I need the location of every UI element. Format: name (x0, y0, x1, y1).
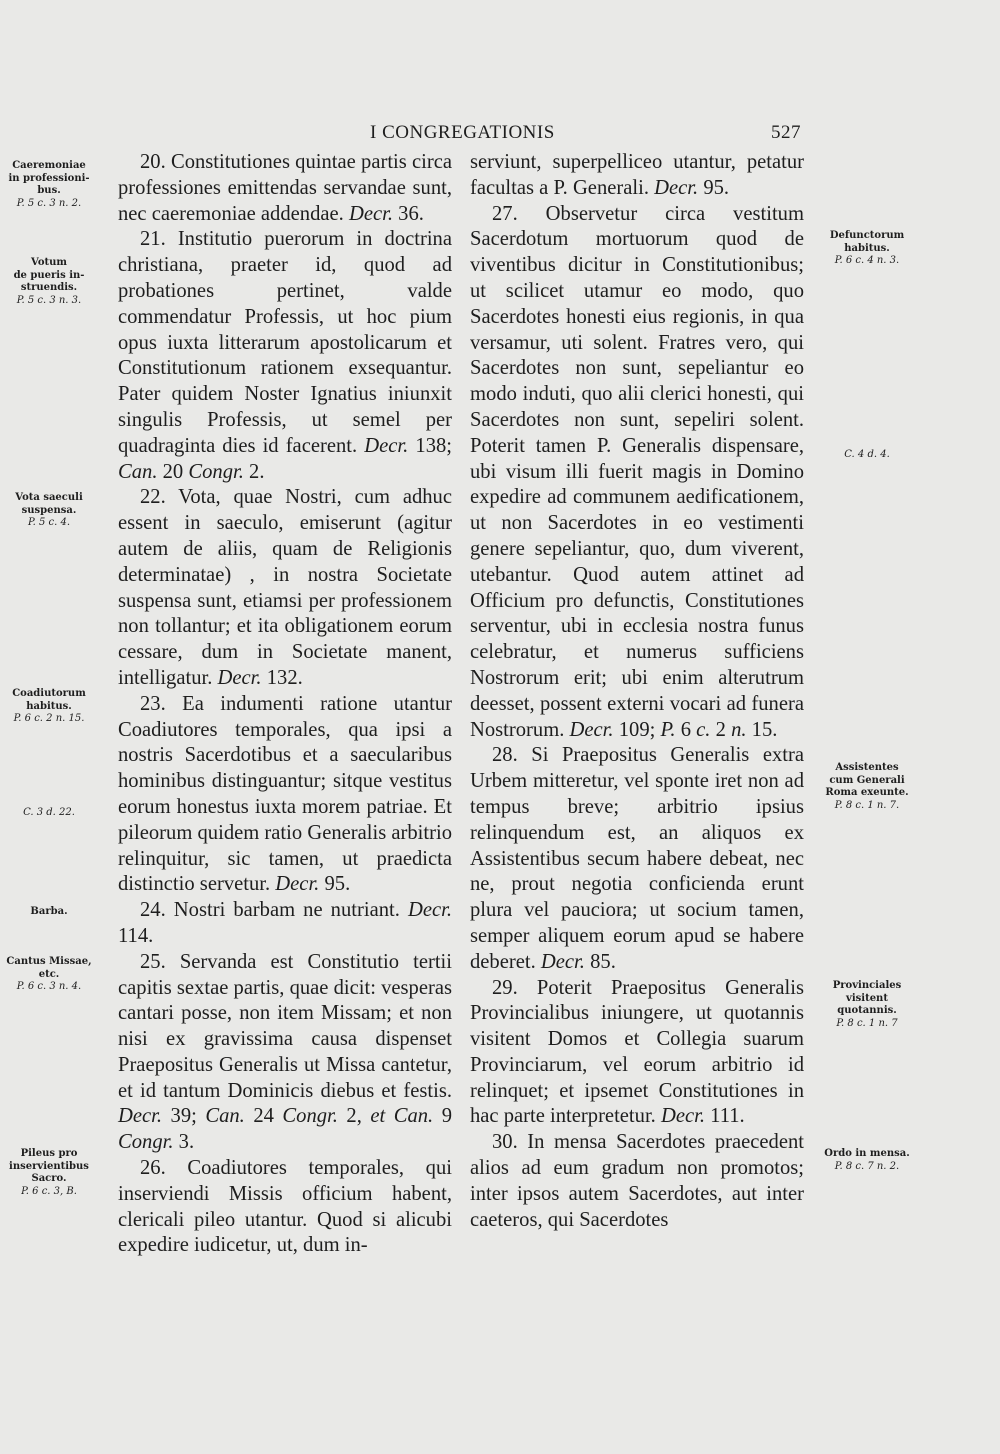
right-text-column (470, 150, 804, 1233)
margin-note: Assistentes cum Generali Roma exeunte. P. 8 c. 1 n. 7. (818, 762, 916, 812)
margin-note (818, 449, 916, 462)
margin-reference: P. 8 c. 1 n. 7 (836, 1017, 898, 1029)
paragraph: 25. Servanda est Constitutio tertii capitis sextae partis, quae dicit: vesperas cantari posse, non item Missam; et non nisi ex gravissima causa dispenset Praepositus Generalis ut Missa cantetur, et id tantum Dominicis diebus et festis. Decr. 39; Can. 24 Congr. 2, et Can. 9 Congr. 3. (118, 950, 452, 1154)
running-header: I CONGREGATIONIS (370, 122, 555, 143)
paragraph: 21. Institutio puerorum in doctrina christiana, praeter id, quod ad probationes pertinet, valde commendatur Professis, ut hoc pium opus iuxta litterarum apostolicarum et Constitutionum rationem exsequantur. Pater quidem Noster Ignatius iniunxit singulis Professis, ut semel per quadraginta dies id facerent. Decr. 138; Can. 20 Congr. 2. (118, 228, 453, 483)
margin-reference: P. 5 c. 4. (27, 517, 71, 528)
paragraph: 26. Coadiutores temporales, qui inserviendi Missis officium habent, clericali pileo utantur. Quod si alicubi expedire iudicetur, ut, dum in- (118, 1157, 452, 1257)
margin-reference: P. 5 c. 3 n. 2. (16, 197, 82, 209)
margin-note: Cantus Missae, etc. P. 6 c. 3 n. 4. (6, 956, 92, 992)
paragraph: 29. Poterit Praepositus Generalis Provincialibus iniungere, ut quotannis visitent Domos et Collegia suarum Provinciarum, vel eorum arbitrio id relinquet; et ipsemet Constitutiones in hac parte interpretetur. Decr. 111. (470, 976, 804, 1128)
margin-reference: P. 8 c. 7 n. 2. (834, 1160, 900, 1172)
margin-note: Barba. (30, 906, 68, 917)
paragraph: 27. Observetur circa vestitum Sacerdotum mortuorum quod de viventibus dicitur in Constitutionibus; ut scilicet utamur eo modo, quo Sacerdotes honesti eius regionis, in qua versamur, uti solent. Fratres vero, qui Sacerdotes non sunt, sepeliantur eo modo induti, quo alii clerici honesti, qui Sacerdotes non sunt, sepeliri solent. Poterit tamen P. Generalis dispensare, ubi visum illi fuerit magis in Domino expedire ad communem aedificationem, ut non Sacerdotes in eo vestimenti genere sepeliantur, quo, dum viverent, utebantur. Quod autem attinet ad Officium pro defunctis, Constitutiones serventur, ubi in ecclesia nostra funus celebratur, et numerus sufficiens Nostrorum erit; ubi enim alterutrum deesset, possent externi vocari ad funera Nostrorum. Decr. 109; P. 6 c. 2 n. 15. (470, 202, 804, 741)
paragraph: serviunt, superpelliceo utantur, petatur facultas a P. Generali. Decr. 95. (470, 151, 804, 199)
page-number: 527 (771, 122, 801, 143)
paragraph: 24. Nostri barbam ne nutriant. Decr. 114. (118, 899, 452, 947)
paragraph: 22. Vota, quae Nostri, cum adhuc essent in saeculo, emiserunt (agitur autem de aliis, quam de Religionis determinatae) , in nostra Societate suspensa sunt, etiamsi per professionem non tollantur; et ita obligationem eorum cessare, dum in Societate manent, intelligatur. Decr. 132. (118, 486, 452, 689)
margin-reference: P. 6 c. 2 n. 15. (13, 713, 85, 724)
paragraph: 28. Si Praepositus Generalis extra Urbem mitteretur, vel sponte iret non ad tempus breve; arbitrio ipsius relinquendum est, an aliquos ex Assistentibus secum habere debeat, nec ne, prout negotia conficienda erunt plura vel pauciora; ut socium tamen, semper aliquem eorum apud se habere deberet. Decr. 85. (470, 744, 804, 973)
paragraph: 23. Ea indumenti ratione utantur Coadiutores temporales, qua ipsi a nostris Sacerdotibus et a saecularibus hominibus distinguantur; sitque vestitus eorum honestus iuxta morem patriae. Et pileorum quidem ratio Generalis arbitrio relinquitur, sic tamen, ut praedicta distinctio servetur. Decr. 95. (118, 692, 452, 896)
paragraph: 30. In mensa Sacerdotes praecedent alios ad eum gradum non promotos; inter ipsos autem Sacerdotes, aut inter caeteros, qui Sacerdotes (470, 1131, 804, 1231)
margin-note: Pileus pro inservientibus Sacro. P. 6 c. 3, B. (6, 1148, 92, 1198)
margin-note: Provinciales visitent quotannis. P. 8 c. 1 n. 7 (818, 980, 916, 1030)
margin-reference: P. 8 c. 1 n. 7. (834, 799, 900, 811)
margin-reference: C. 4 d. 4. (844, 449, 890, 460)
margin-reference: P. 6 c. 4 n. 3. (834, 255, 900, 266)
margin-reference: P. 5 c. 3 n. 3. (16, 294, 82, 306)
margin-note: Caeremoniae in professioni- bus. P. 5 c. 3 n. 2. (6, 160, 92, 210)
margin-note: Votum de pueris in- struendis. P. 5 c. 3 n. 3. (6, 257, 92, 307)
margin-note: Coadiutorum habitus. P. 6 c. 2 n. 15. (6, 688, 92, 726)
margin-note: Vota saeculi suspensa. P. 5 c. 4. (6, 492, 92, 530)
margin-note: Ordo in mensa. P. 8 c. 7 n. 2. (818, 1148, 916, 1173)
left-text-column (118, 150, 452, 1259)
margin-reference: C. 3 d. 22. (23, 807, 75, 818)
margin-note (6, 807, 92, 820)
paragraph: 20. Constitutiones quintae partis circa professiones emittendas servandae sunt, nec caeremoniae addendae. Decr. 36. (118, 151, 452, 225)
margin-reference: P. 6 c. 3 n. 4. (16, 981, 82, 992)
margin-note: Defunctorum habitus. P. 6 c. 4 n. 3. (818, 230, 916, 268)
margin-reference: P. 6 c. 3, B. (21, 1185, 77, 1197)
